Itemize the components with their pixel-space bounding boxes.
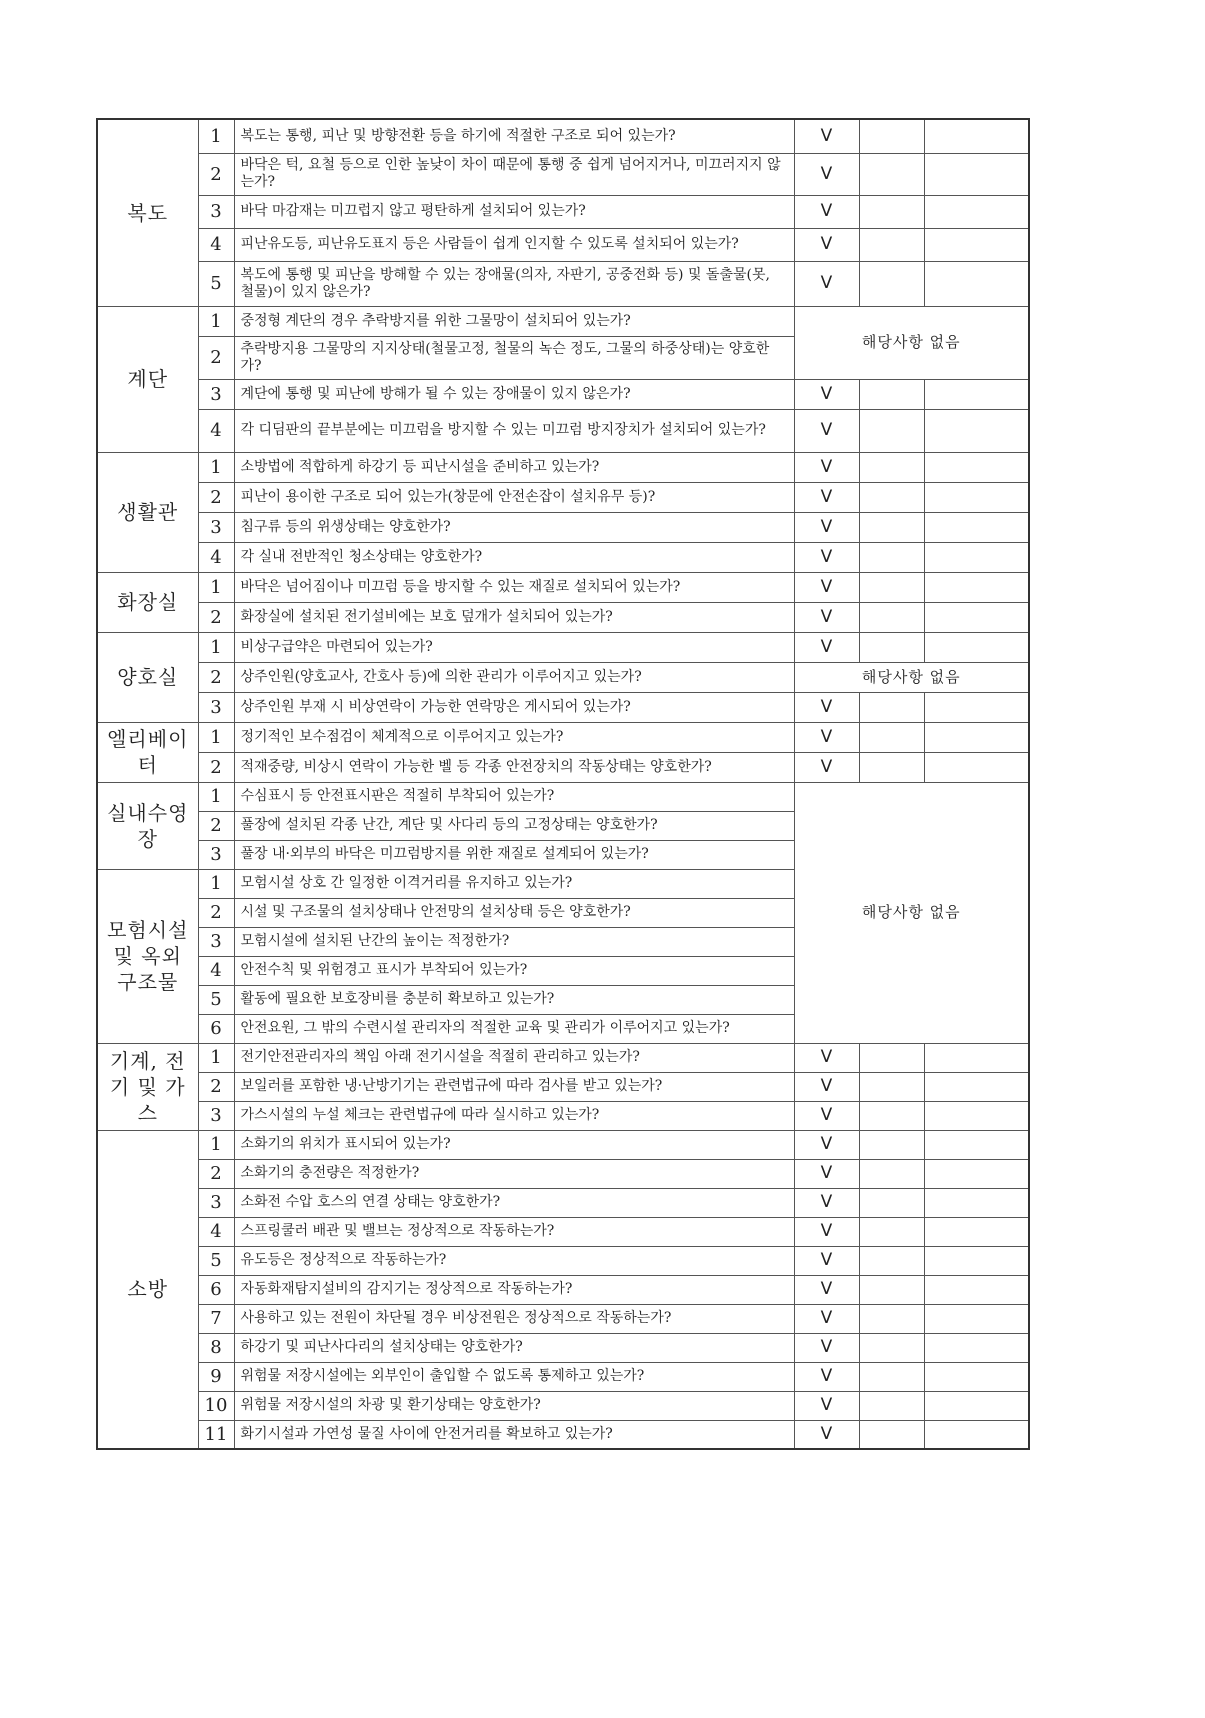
item-number: 3 xyxy=(198,195,234,228)
item-number: 5 xyxy=(198,261,234,306)
item-number: 4 xyxy=(198,1217,234,1246)
item-question: 정기적인 보수점검이 체계적으로 이루어지고 있는가? xyxy=(234,722,794,752)
table-row xyxy=(97,752,1029,782)
table-row xyxy=(97,602,1029,632)
item-question: 위험물 저장시설의 차광 및 환기상태는 양호한가? xyxy=(234,1391,794,1420)
item-number: 7 xyxy=(198,1304,234,1333)
remarks-cell xyxy=(924,512,1029,542)
item-question: 안전수칙 및 위험경고 표시가 부착되어 있는가? xyxy=(234,956,794,985)
check-cell-yes: V xyxy=(794,379,859,409)
table-row xyxy=(97,228,1029,261)
check-cell-no xyxy=(859,1391,924,1420)
check-cell-no xyxy=(859,1333,924,1362)
item-question: 보일러를 포함한 냉·난방기기는 관련법규에 따라 검사를 받고 있는가? xyxy=(234,1072,794,1101)
table-row xyxy=(97,452,1029,482)
item-question: 수심표시 등 안전표시판은 적절히 부착되어 있는가? xyxy=(234,782,794,811)
remarks-cell xyxy=(924,1101,1029,1130)
check-cell-yes: V xyxy=(794,119,859,153)
category-cell: 양호실 xyxy=(97,632,198,722)
check-cell-yes: V xyxy=(794,1159,859,1188)
check-cell-yes: V xyxy=(794,1188,859,1217)
remarks-cell xyxy=(924,1072,1029,1101)
remarks-cell xyxy=(924,692,1029,722)
check-cell-yes: V xyxy=(794,1246,859,1275)
check-cell-no xyxy=(859,379,924,409)
item-number: 5 xyxy=(198,1246,234,1275)
item-question: 상주인원 부재 시 비상연락이 가능한 연락망은 게시되어 있는가? xyxy=(234,692,794,722)
item-number: 11 xyxy=(198,1420,234,1449)
category-cell: 계단 xyxy=(97,306,198,452)
remarks-cell xyxy=(924,409,1029,452)
remarks-cell xyxy=(924,752,1029,782)
checklist-body xyxy=(97,119,1029,1449)
table-row xyxy=(97,512,1029,542)
item-question: 피난이 용이한 구조로 되어 있는가(창문에 안전손잡이 설치유무 등)? xyxy=(234,482,794,512)
item-question: 바닥은 턱, 요철 등으로 인한 높낮이 차이 때문에 통행 중 쉽게 넘어지거나, 미끄러지지 않는가? xyxy=(234,153,794,195)
check-cell-no xyxy=(859,1159,924,1188)
check-cell-yes: V xyxy=(794,195,859,228)
table-row xyxy=(97,1362,1029,1391)
item-question: 복도에 통행 및 피난을 방해할 수 있는 장애물(의자, 자판기, 공중전화 등) 및 돌출물(못, 철물)이 있지 않은가? xyxy=(234,261,794,306)
category-cell: 엘리베이터 xyxy=(97,722,198,782)
check-cell-yes: V xyxy=(794,1130,859,1159)
remarks-cell xyxy=(924,228,1029,261)
item-number: 3 xyxy=(198,1188,234,1217)
check-cell-no xyxy=(859,722,924,752)
table-row xyxy=(97,379,1029,409)
table-row xyxy=(97,1159,1029,1188)
category-cell: 실내수영장 xyxy=(97,782,198,869)
item-question: 적재중량, 비상시 연락이 가능한 벨 등 각종 안전장치의 작동상태는 양호한가? xyxy=(234,752,794,782)
check-cell-yes: V xyxy=(794,1362,859,1391)
item-number: 3 xyxy=(198,512,234,542)
item-number: 2 xyxy=(198,662,234,692)
remarks-cell xyxy=(924,1043,1029,1072)
table-row xyxy=(97,692,1029,722)
item-number: 1 xyxy=(198,1043,234,1072)
check-cell-no xyxy=(859,512,924,542)
check-cell-no xyxy=(859,452,924,482)
check-cell-no xyxy=(859,261,924,306)
item-number: 2 xyxy=(198,752,234,782)
check-cell-no xyxy=(859,119,924,153)
table-row xyxy=(97,306,1029,336)
remarks-cell xyxy=(924,1217,1029,1246)
item-question: 소화기의 위치가 표시되어 있는가? xyxy=(234,1130,794,1159)
check-cell-no xyxy=(859,1072,924,1101)
category-cell: 소방 xyxy=(97,1130,198,1449)
check-cell-no xyxy=(859,1101,924,1130)
table-row xyxy=(97,153,1029,195)
item-question: 화장실에 설치된 전기설비에는 보호 덮개가 설치되어 있는가? xyxy=(234,602,794,632)
remarks-cell xyxy=(924,452,1029,482)
remarks-cell xyxy=(924,1420,1029,1449)
check-cell-yes: V xyxy=(794,452,859,482)
check-cell-no xyxy=(859,1275,924,1304)
remarks-cell xyxy=(924,379,1029,409)
check-cell-no xyxy=(859,153,924,195)
check-cell-no xyxy=(859,409,924,452)
check-cell-yes: V xyxy=(794,632,859,662)
check-cell-yes: V xyxy=(794,1275,859,1304)
item-number: 5 xyxy=(198,985,234,1014)
item-number: 2 xyxy=(198,898,234,927)
item-question: 침구류 등의 위생상태는 양호한가? xyxy=(234,512,794,542)
check-cell-yes: V xyxy=(794,409,859,452)
check-cell-yes: V xyxy=(794,153,859,195)
item-question: 바닥은 넘어짐이나 미끄럼 등을 방지할 수 있는 재질로 설치되어 있는가? xyxy=(234,572,794,602)
check-cell-no xyxy=(859,602,924,632)
not-applicable-cell: 해당사항 없음 xyxy=(794,306,1029,379)
item-number: 2 xyxy=(198,811,234,840)
table-row xyxy=(97,1420,1029,1449)
item-number: 3 xyxy=(198,1101,234,1130)
table-row xyxy=(97,119,1029,153)
check-cell-yes: V xyxy=(794,482,859,512)
check-cell-yes: V xyxy=(794,1101,859,1130)
check-cell-no xyxy=(859,1246,924,1275)
item-question: 소화전 수압 호스의 연결 상태는 양호한가? xyxy=(234,1188,794,1217)
item-question: 사용하고 있는 전원이 차단될 경우 비상전원은 정상적으로 작동하는가? xyxy=(234,1304,794,1333)
item-number: 6 xyxy=(198,1014,234,1043)
item-question: 추락방지용 그물망의 지지상태(철물고정, 철물의 녹슨 정도, 그물의 하중상태)는 양호한가? xyxy=(234,336,794,379)
check-cell-yes: V xyxy=(794,572,859,602)
item-question: 스프링쿨러 배관 및 밸브는 정상적으로 작동하는가? xyxy=(234,1217,794,1246)
remarks-cell xyxy=(924,1130,1029,1159)
remarks-cell xyxy=(924,1246,1029,1275)
remarks-cell xyxy=(924,1362,1029,1391)
item-question: 자동화재탐지설비의 감지기는 정상적으로 작동하는가? xyxy=(234,1275,794,1304)
check-cell-yes: V xyxy=(794,512,859,542)
check-cell-yes: V xyxy=(794,752,859,782)
table-row xyxy=(97,1043,1029,1072)
remarks-cell xyxy=(924,632,1029,662)
item-question: 각 실내 전반적인 청소상태는 양호한가? xyxy=(234,542,794,572)
remarks-cell xyxy=(924,119,1029,153)
item-number: 3 xyxy=(198,927,234,956)
item-question: 유도등은 정상적으로 작동하는가? xyxy=(234,1246,794,1275)
check-cell-yes: V xyxy=(794,1217,859,1246)
item-number: 2 xyxy=(198,1072,234,1101)
item-question: 안전요원, 그 밖의 수련시설 관리자의 적절한 교육 및 관리가 이루어지고 있는가? xyxy=(234,1014,794,1043)
table-row xyxy=(97,1101,1029,1130)
check-cell-no xyxy=(859,1217,924,1246)
item-number: 2 xyxy=(198,1159,234,1188)
item-question: 전기안전관리자의 책임 아래 전기시설을 적절히 관리하고 있는가? xyxy=(234,1043,794,1072)
check-cell-yes: V xyxy=(794,1072,859,1101)
item-number: 2 xyxy=(198,336,234,379)
item-number: 1 xyxy=(198,119,234,153)
item-question: 활동에 필요한 보호장비를 충분히 확보하고 있는가? xyxy=(234,985,794,1014)
check-cell-no xyxy=(859,1362,924,1391)
table-row xyxy=(97,632,1029,662)
not-applicable-cell: 해당사항 없음 xyxy=(794,782,1029,1043)
item-number: 4 xyxy=(198,228,234,261)
table-row xyxy=(97,195,1029,228)
remarks-cell xyxy=(924,482,1029,512)
check-cell-yes: V xyxy=(794,1304,859,1333)
item-number: 3 xyxy=(198,379,234,409)
item-question: 하강기 및 피난사다리의 설치상태는 양호한가? xyxy=(234,1333,794,1362)
category-cell: 기계, 전기 및 가스 xyxy=(97,1043,198,1130)
remarks-cell xyxy=(924,195,1029,228)
item-question: 소방법에 적합하게 하강기 등 피난시설을 준비하고 있는가? xyxy=(234,452,794,482)
item-question: 중정형 계단의 경우 추락방지를 위한 그물망이 설치되어 있는가? xyxy=(234,306,794,336)
check-cell-no xyxy=(859,752,924,782)
table-row xyxy=(97,542,1029,572)
inspection-checklist-table xyxy=(96,118,1030,1450)
item-number: 1 xyxy=(198,1130,234,1159)
remarks-cell xyxy=(924,1391,1029,1420)
remarks-cell xyxy=(924,1333,1029,1362)
item-question: 시설 및 구조물의 설치상태나 안전망의 설치상태 등은 양호한가? xyxy=(234,898,794,927)
remarks-cell xyxy=(924,261,1029,306)
item-number: 1 xyxy=(198,782,234,811)
table-row xyxy=(97,1072,1029,1101)
category-cell: 모험시설 및 옥외구조물 xyxy=(97,869,198,1043)
check-cell-yes: V xyxy=(794,228,859,261)
remarks-cell xyxy=(924,1188,1029,1217)
remarks-cell xyxy=(924,153,1029,195)
item-question: 화기시설과 가연성 물질 사이에 안전거리를 확보하고 있는가? xyxy=(234,1420,794,1449)
table-row xyxy=(97,1333,1029,1362)
item-number: 4 xyxy=(198,409,234,452)
table-row xyxy=(97,261,1029,306)
table-row xyxy=(97,662,1029,692)
item-number: 1 xyxy=(198,869,234,898)
remarks-cell xyxy=(924,572,1029,602)
check-cell-no xyxy=(859,572,924,602)
item-number: 4 xyxy=(198,542,234,572)
remarks-cell xyxy=(924,1304,1029,1333)
item-number: 3 xyxy=(198,840,234,869)
item-question: 모험시설에 설치된 난간의 높이는 적정한가? xyxy=(234,927,794,956)
check-cell-no xyxy=(859,1420,924,1449)
check-cell-no xyxy=(859,1130,924,1159)
table-row xyxy=(97,782,1029,811)
check-cell-yes: V xyxy=(794,722,859,752)
item-question: 위험물 저장시설에는 외부인이 출입할 수 없도록 통제하고 있는가? xyxy=(234,1362,794,1391)
item-question: 가스시설의 누설 체크는 관련법규에 따라 실시하고 있는가? xyxy=(234,1101,794,1130)
category-cell: 복도 xyxy=(97,119,198,306)
table-row xyxy=(97,1275,1029,1304)
check-cell-no xyxy=(859,632,924,662)
item-question: 모험시설 상호 간 일정한 이격거리를 유지하고 있는가? xyxy=(234,869,794,898)
check-cell-yes: V xyxy=(794,1391,859,1420)
check-cell-no xyxy=(859,542,924,572)
item-number: 1 xyxy=(198,722,234,752)
item-number: 1 xyxy=(198,452,234,482)
check-cell-yes: V xyxy=(794,542,859,572)
table-row xyxy=(97,1304,1029,1333)
item-question: 복도는 통행, 피난 및 방향전환 등을 하기에 적절한 구조로 되어 있는가? xyxy=(234,119,794,153)
item-number: 2 xyxy=(198,482,234,512)
item-question: 각 디딤판의 끝부분에는 미끄럼을 방지할 수 있는 미끄럼 방지장치가 설치되어 있는가? xyxy=(234,409,794,452)
item-question: 소화기의 충전량은 적정한가? xyxy=(234,1159,794,1188)
item-question: 바닥 마감재는 미끄럽지 않고 평탄하게 설치되어 있는가? xyxy=(234,195,794,228)
item-number: 1 xyxy=(198,306,234,336)
item-question: 계단에 통행 및 피난에 방해가 될 수 있는 장애물이 있지 않은가? xyxy=(234,379,794,409)
not-applicable-cell: 해당사항 없음 xyxy=(794,662,1029,692)
item-question: 풀장에 설치된 각종 난간, 계단 및 사다리 등의 고정상태는 양호한가? xyxy=(234,811,794,840)
check-cell-no xyxy=(859,1188,924,1217)
check-cell-yes: V xyxy=(794,602,859,632)
item-number: 1 xyxy=(198,572,234,602)
check-cell-yes: V xyxy=(794,1420,859,1449)
item-number: 6 xyxy=(198,1275,234,1304)
check-cell-yes: V xyxy=(794,1333,859,1362)
remarks-cell xyxy=(924,542,1029,572)
item-number: 8 xyxy=(198,1333,234,1362)
table-row xyxy=(97,1217,1029,1246)
item-number: 4 xyxy=(198,956,234,985)
table-row xyxy=(97,1188,1029,1217)
item-number: 1 xyxy=(198,632,234,662)
category-cell: 화장실 xyxy=(97,572,198,632)
item-number: 9 xyxy=(198,1362,234,1391)
item-question: 상주인원(양호교사, 간호사 등)에 의한 관리가 이루어지고 있는가? xyxy=(234,662,794,692)
item-number: 2 xyxy=(198,602,234,632)
remarks-cell xyxy=(924,1275,1029,1304)
check-cell-yes: V xyxy=(794,1043,859,1072)
remarks-cell xyxy=(924,722,1029,752)
category-cell: 생활관 xyxy=(97,452,198,572)
check-cell-no xyxy=(859,228,924,261)
check-cell-no xyxy=(859,692,924,722)
item-number: 3 xyxy=(198,692,234,722)
table-row xyxy=(97,722,1029,752)
remarks-cell xyxy=(924,1159,1029,1188)
item-number: 2 xyxy=(198,153,234,195)
check-cell-no xyxy=(859,195,924,228)
table-row xyxy=(97,1391,1029,1420)
table-row xyxy=(97,482,1029,512)
item-question: 비상구급약은 마련되어 있는가? xyxy=(234,632,794,662)
table-row xyxy=(97,572,1029,602)
item-question: 피난유도등, 피난유도표지 등은 사람들이 쉽게 인지할 수 있도록 설치되어 있는가? xyxy=(234,228,794,261)
item-question: 풀장 내·외부의 바닥은 미끄럼방지를 위한 재질로 설계되어 있는가? xyxy=(234,840,794,869)
table-row xyxy=(97,409,1029,452)
check-cell-no xyxy=(859,482,924,512)
item-number: 10 xyxy=(198,1391,234,1420)
check-cell-yes: V xyxy=(794,261,859,306)
remarks-cell xyxy=(924,602,1029,632)
table-row xyxy=(97,1246,1029,1275)
check-cell-yes: V xyxy=(794,692,859,722)
check-cell-no xyxy=(859,1043,924,1072)
table-row xyxy=(97,1130,1029,1159)
check-cell-no xyxy=(859,1304,924,1333)
